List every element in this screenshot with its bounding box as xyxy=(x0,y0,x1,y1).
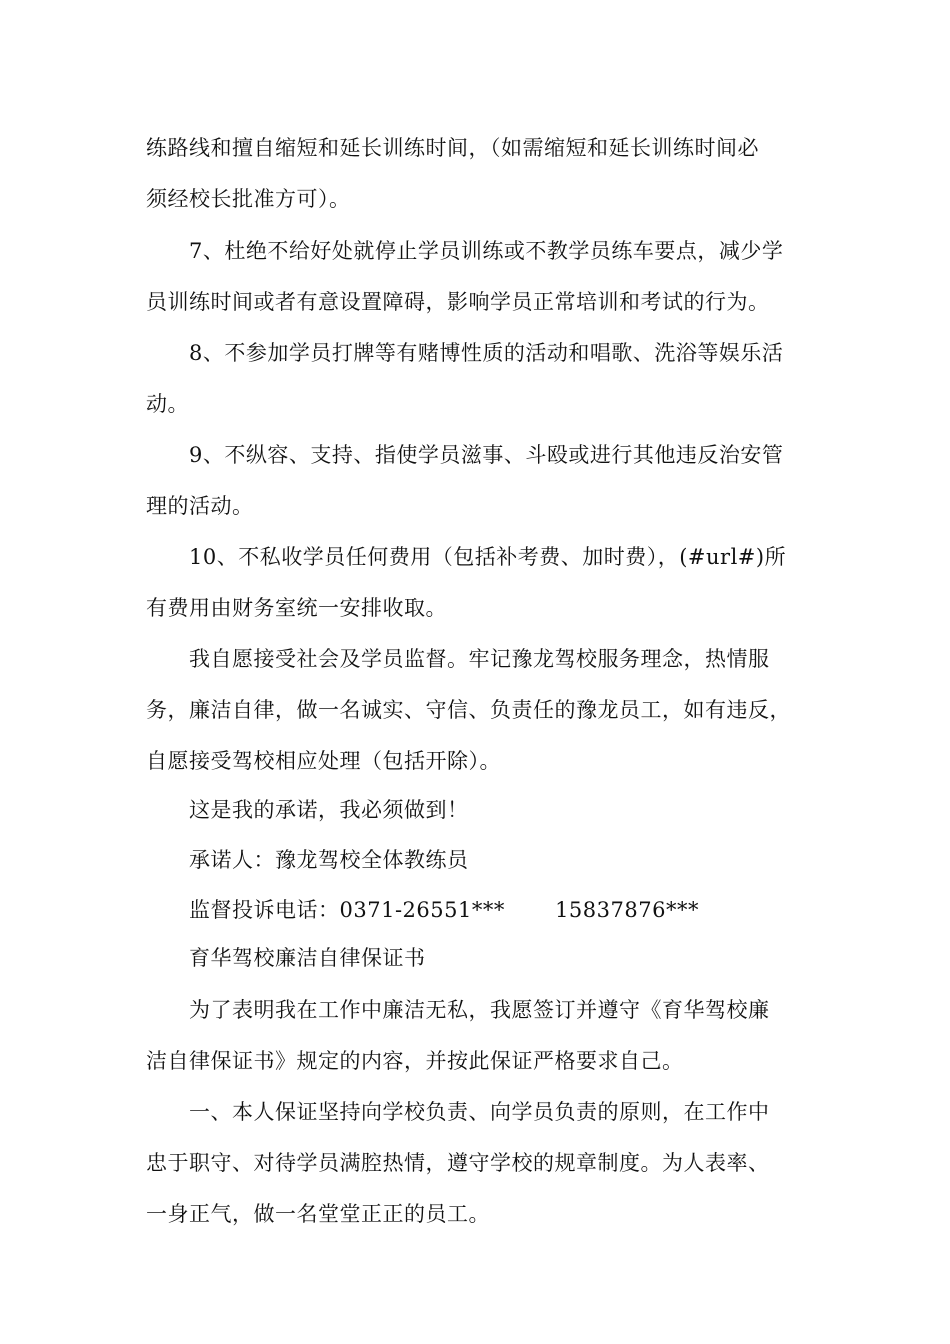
text-line: 8、不参加学员打牌等有赌博性质的活动和唱歌、洗浴等娱乐活 xyxy=(189,341,784,365)
text-line: 10、不私收学员任何费用（包括补考费、加时费），(#url#)所 xyxy=(189,545,787,569)
text-line: 忠于职守、对待学员满腔热情，遵守学校的规章制度。为人表率、 xyxy=(146,1151,770,1175)
text-line: 有费用由财务室统一安排收取。 xyxy=(146,596,447,620)
text-line: 7、杜绝不给好处就停止学员训练或不教学员练车要点，减少学 xyxy=(189,239,784,263)
text-line: 9、不纵容、支持、指使学员滋事、斗殴或进行其他违反治安管 xyxy=(189,443,784,467)
text-line: 洁自律保证书》规定的内容，并按此保证严格要求自己。 xyxy=(146,1049,684,1073)
text-line: 承诺人：豫龙驾校全体教练员 xyxy=(189,848,469,872)
section-title: 育华驾校廉洁自律保证书 xyxy=(189,946,426,970)
text-line: 理的活动。 xyxy=(146,494,254,518)
text-line: 员训练时间或者有意设置障碍，影响学员正常培训和考试的行为。 xyxy=(146,290,770,314)
text-line: 动。 xyxy=(146,392,189,416)
text-line: 练路线和擅自缩短和延长训练时间，（如需缩短和延长训练时间必 xyxy=(146,136,759,160)
text-line: 务，廉洁自律，做一名诚实、守信、负责任的豫龙员工，如有违反， xyxy=(146,698,791,722)
text-line: 须经校长批准方可）。 xyxy=(146,187,351,211)
text-line: 为了表明我在工作中廉洁无私，我愿签订并遵守《育华驾校廉 xyxy=(189,998,770,1022)
text-line: 自愿接受驾校相应处理（包括开除）。 xyxy=(146,749,501,773)
text-line: 监督投诉电话：0371-26551*** 15837876*** xyxy=(189,898,699,922)
text-line: 一身正气，做一名堂堂正正的员工。 xyxy=(146,1202,490,1226)
text-line: 我自愿接受社会及学员监督。牢记豫龙驾校服务理念，热情服 xyxy=(189,647,770,671)
text-line: 这是我的承诺，我必须做到！ xyxy=(189,798,469,822)
text-line: 一、本人保证坚持向学校负责、向学员负责的原则，在工作中 xyxy=(189,1100,770,1124)
